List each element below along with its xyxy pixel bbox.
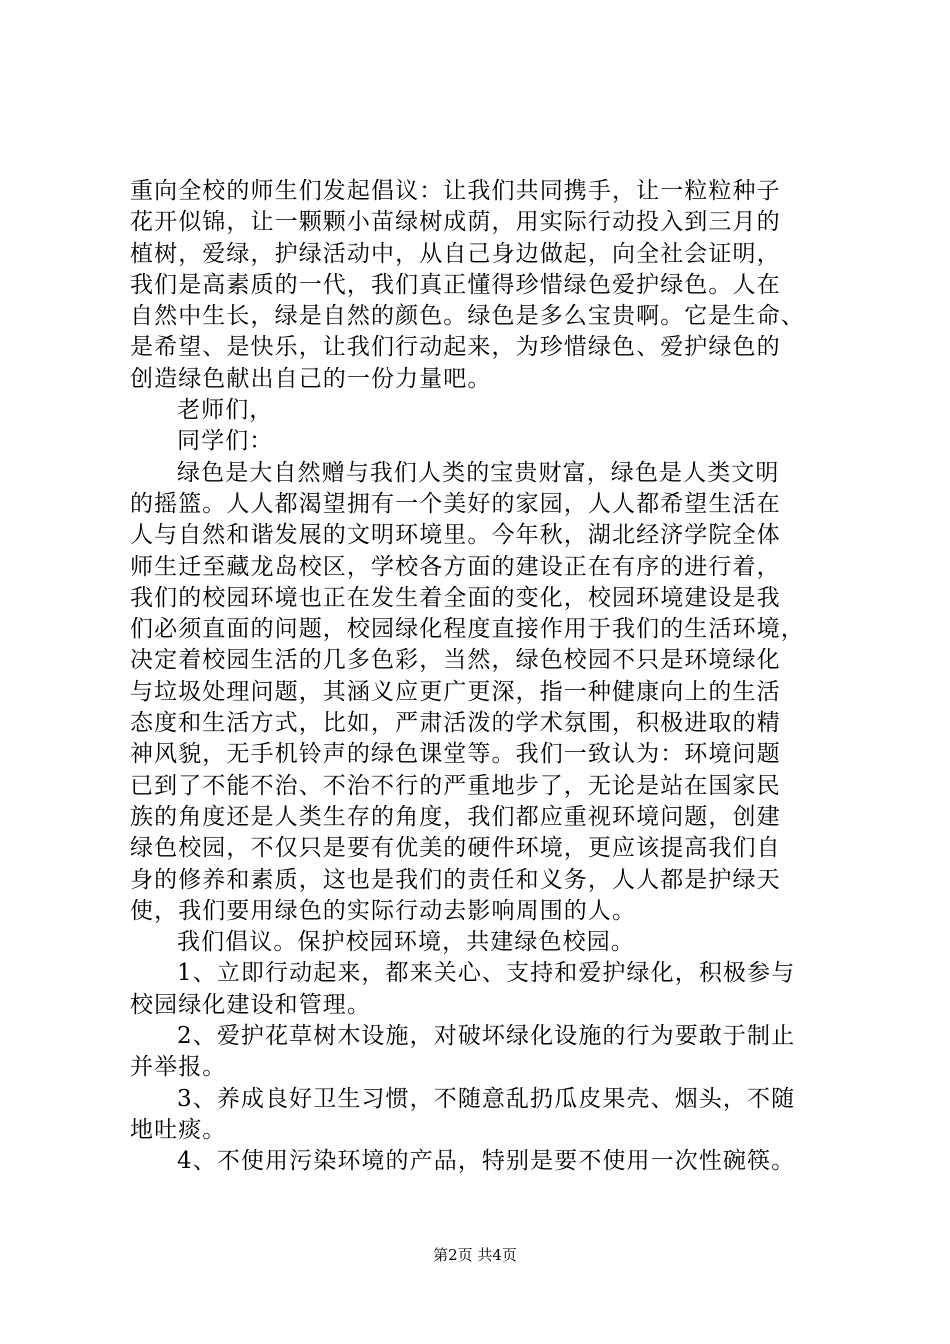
text-line: 2、爱护花草树木设施，对破坏绿化设施的行为要敢于制止: [177, 1023, 796, 1050]
text-line: 师生迁至藏龙岛校区，学校各方面的建设正在有序的进行着，: [130, 553, 781, 580]
text-line: 态度和生活方式，比如，严肃活泼的学术氛围，积极进取的精: [130, 710, 781, 737]
text-line: 地吐痰。: [130, 1116, 227, 1143]
text-line: 已到了不能不治、不治不行的严重地步了，无论是站在国家民: [130, 772, 781, 799]
text-line: 决定着校园生活的几多色彩，当然，绿色校园不只是环境绿化: [130, 647, 781, 674]
text-line: 老师们，: [177, 397, 274, 424]
page-footer: 第2页 共4页: [433, 1246, 517, 1264]
text-line: 并举报。: [130, 1054, 227, 1081]
text-line: 创造绿色献出自己的一份力量吧。: [130, 365, 492, 392]
text-line: 同学们：: [177, 428, 274, 455]
text-line: 使，我们要用绿色的实际行动去影响周围的人。: [130, 897, 637, 924]
text-line: 重向全校的师生们发起倡议：让我们共同携手，让一粒粒种子: [130, 178, 781, 204]
text-line: 人与自然和谐发展的文明环境里。今年秋，湖北经济学院全体: [130, 522, 781, 549]
text-line: 我们倡议。保护校园环境，共建绿色校园。: [177, 929, 635, 956]
text-line: 神风貌，无手机铃声的绿色课堂等。我们一致认为：环境问题: [130, 741, 781, 768]
text-line: 的摇篮。人人都渴望拥有一个美好的家园，人人都希望生活在: [130, 490, 781, 517]
text-line: 是希望、是快乐，让我们行动起来，为珍惜绿色、爱护绿色的: [130, 334, 781, 361]
text-line: 我们的校园环境也正在发生着全面的变化，校园环境建设是我: [130, 584, 781, 611]
document-body: [130, 176, 830, 1178]
text-line: 们必须直面的问题，校园绿化程度直接作用于我们的生活环境，: [130, 616, 805, 643]
text-line: 4、不使用污染环境的产品，特别是要不使用一次性碗筷。: [177, 1148, 796, 1175]
text-line: 自然中生长，绿是自然的颜色。绿色是多么宝贵啊。它是生命、: [130, 303, 805, 330]
text-line: 族的角度还是人类生存的角度，我们都应重视环境问题，创建: [130, 803, 781, 830]
text-line: 植树，爱绿，护绿活动中，从自己身边做起，向全社会证明，: [130, 240, 781, 267]
text-line: 花开似锦，让一颗颗小苗绿树成荫，用实际行动投入到三月的: [130, 209, 781, 236]
text-line: 校园绿化建设和管理。: [130, 991, 371, 1018]
text-line: 我们是高素质的一代，我们真正懂得珍惜绿色爱护绿色。人在: [130, 271, 781, 298]
text-line: 3、养成良好卫生习惯，不随意乱扔瓜皮果壳、烟头，不随: [177, 1085, 796, 1112]
text-line: 身的修养和素质，这也是我们的责任和义务，人人都是护绿天: [130, 866, 781, 893]
text-line: 1、立即行动起来，都来关心、支持和爱护绿化，积极参与: [177, 960, 796, 987]
text-line: 绿色校园，不仅只是要有优美的硬件环境，更应该提高我们自: [130, 835, 781, 862]
text-line: 绿色是大自然赠与我们人类的宝贵财富，绿色是人类文明: [177, 459, 780, 486]
text-line: 与垃圾处理问题，其涵义应更广更深，指一种健康向上的生活: [130, 678, 781, 705]
